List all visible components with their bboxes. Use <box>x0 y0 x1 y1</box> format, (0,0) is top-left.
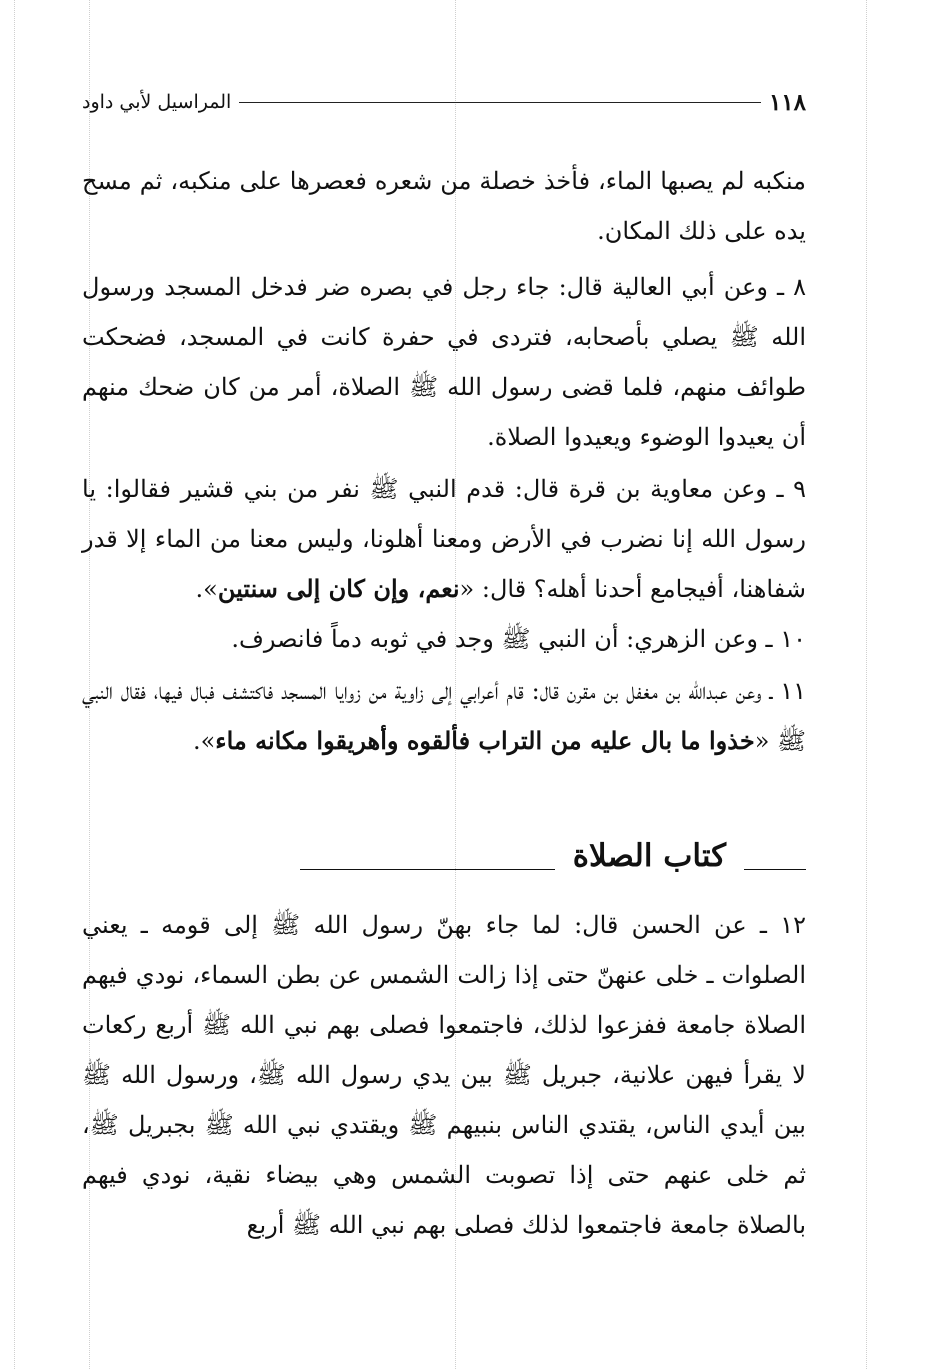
section-title: كتاب الصلاة <box>572 838 726 874</box>
paragraph-9-text: ٩ ـ وعن معاوية بن قرة قال: قدم النبي ﷺ نفر من بني قشير فقالوا: يا رسول الله إنا نضرب في الأرض ومعنا أهلونا، وليس معنا من الماء إلا قدر شفاهنا، أفيجامع أحدنا أهله؟ قال: « <box>82 475 806 603</box>
paragraph-continuation: منكبه لم يصبها الماء، فأخذ خصلة من شعره فعصرها على منكبه، ثم مسح يده على ذلك المكان. <box>82 167 806 245</box>
paragraph-10: ١٠ ـ وعن الزهري: أن النبي ﷺ وجد في ثوبه دماً فانصرف. <box>231 625 806 653</box>
running-title: المراسيل لأبي داود <box>82 91 232 113</box>
paragraph-11-end: ». <box>192 727 216 755</box>
section-heading <box>82 826 806 886</box>
paragraph-9-quote: نعم، وإن كان إلى سنتين <box>217 574 460 603</box>
paragraph-11 <box>82 666 806 766</box>
paragraph-12: ١٢ ـ عن الحسن قال: لما جاء بهنّ رسول الله ﷺ إلى قومه ـ يعني الصلوات ـ خلى عنهنّ حتى إذا زالت الشمس عن بطن السماء، نودي فيهم الصلاة جامعة ففزعوا لذلك، فاجتمعوا فصلى بهم نبي الله ﷺ أربع ركعات لا يقرأ فيهن علانية، جبريل ﷺ بين يدي رسول الله ﷺ، ورسول الله ﷺ بين أيدي الناس، يقتدي الناس بنبيهم ﷺ ويقتدي نبي الله ﷺ بجبريل ﷺ، ثم خلى عنهم حتى إذا تصوبت الشمس وهي بيضاء نقية، نودي فيهم بالصلاة جامعة فاجتمعوا لذلك فصلى بهم نبي الله ﷺ أربع <box>82 911 806 1239</box>
paragraph-9 <box>82 464 806 664</box>
scan-dotted-line <box>866 0 867 1369</box>
paragraph-9-end: ». <box>195 575 218 603</box>
page-header <box>82 82 806 122</box>
paragraph-8: ٨ ـ وعن أبي العالية قال: جاء رجل في بصره ضر فدخل المسجد ورسول الله ﷺ يصلي بأصحابه، فتردى في حفرة كانت في المسجد، فضحكت طوائف منهم، فلما قضى رسول الله ﷺ الصلاة، أمر من كان ضحك منهم أن يعيدوا الوضوء ويعيدوا الصلاة. <box>82 273 806 451</box>
paragraph-11-quote: خذوا ما بال عليه من التراب فألقوه وأهريقوا مكانه ماء <box>215 726 755 755</box>
page-number: ١١٨ <box>768 88 806 116</box>
scan-dotted-line <box>14 0 15 1369</box>
paragraph-11-text: ١١ ـ وعن عبدالله بن مغفل بن مقرن قال: قام أعرابي إلى زاوية من زوايا المسجد فاكتشف فبال فيها، فقال النبي ﷺ « <box>82 677 807 755</box>
header-rule <box>239 102 761 103</box>
section-rule-right <box>744 869 806 870</box>
section-rule-left <box>300 869 555 870</box>
